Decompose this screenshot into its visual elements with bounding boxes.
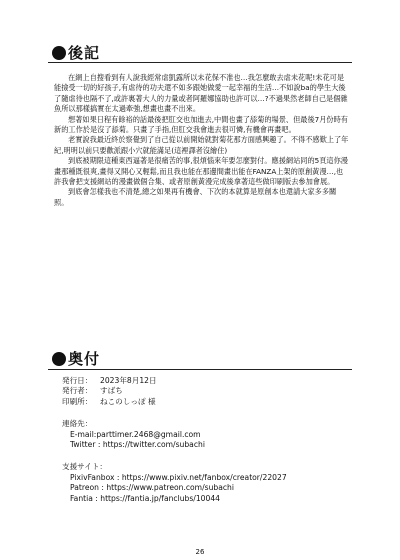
email-text: E-mail:parttimer.2468@gmail.com [70,429,201,439]
colophon-body [62,376,352,504]
colophon-divider [48,369,352,370]
afterword-divider [48,62,352,63]
printer-value: ねこのしっぽ 様 [100,396,156,406]
bullet-icon [52,46,66,60]
colophon-title: 奥付 [68,350,101,368]
contact-title: 連絡先： [62,419,93,429]
fantia-text: Fantia : https://fantia.jp/fanclubs/10044 [70,493,220,503]
afterword-heading [52,42,100,63]
bullet-icon [52,352,66,366]
publisher-row [62,386,352,396]
printer-label: 印刷所： [62,396,93,406]
afterword-body [54,73,350,208]
twitter-text: Twitter : https://twitter.com/subachi [70,440,205,450]
publisher-label: 発行者： [62,386,93,396]
support-title: 支援サイト： [62,462,108,472]
page-number: 26 [195,548,205,556]
afterword-paragraph: 在網上自搜看到有人說我經常虐凱露所以未花保不准也…我怎麼敢去虐未花呢!未花可是能撿受一切的好孩子,有虐待的功夫還不如多跟她做愛一起幸福的生活…不如說ba的學生大後了隨虐待也隔不了,或許裏著大人的力量或者阿羅娜協助也許可以…?不過果然老師自己是個雜魚所以那樣搞實在太過牽強,想畫也畫不出來。 [54,73,348,114]
afterword-title: 後記 [68,44,101,62]
afterword-paragraph: 到底被期限這種東西逼著是很痛苦的事,很煩惱來年要怎麼對付。應援網站同的5頁這你漫畫那種既很爽,畫得又開心又輕鬆,而且我也能在那邊間畫出能在FANZA上架的原創黃漫…,也許我會把支援網站的漫畫做個合集、或者原創黃漫完成後拿著這些做印刷版去參加會展。 [54,156,348,187]
afterword-paragraph: 老實說我最近終於察覺到了自己從以前開始就對菊花那方面感興趣了。不得不感歎上了年紀,明明以前只要歡派跟小穴就能滿足(這裡譯者沒繪住) [54,135,349,155]
issue-date-label: 発行日： [62,376,93,385]
afterword-paragraph: 想著如果日程有餘裕的話最後把肛交也加進去,中間也畫了舔菊的場景、但最後7月份時有新的工作於是沒了舔菊。只畫了手指,但肛交我會進去很可憐,有機會再畫吧。 [54,114,348,135]
afterword-paragraph: 到底會怎樣我也不清楚,總之如果再有機會、下次的本就算是原創本也還請大家多多關照。 [54,187,337,207]
issue-date-row [62,376,352,386]
printer-row [62,397,352,407]
colophon-heading [52,348,100,369]
patreon-text: Patreon : https://www.patreon.com/subachi [70,483,234,493]
pixiv-text: PixivFanbox : https://www.pixiv.net/fanbox/creator/22027 [70,472,287,482]
publisher-value: すばち [100,386,123,396]
issue-date-value: 2023年8月12日 [100,376,157,385]
